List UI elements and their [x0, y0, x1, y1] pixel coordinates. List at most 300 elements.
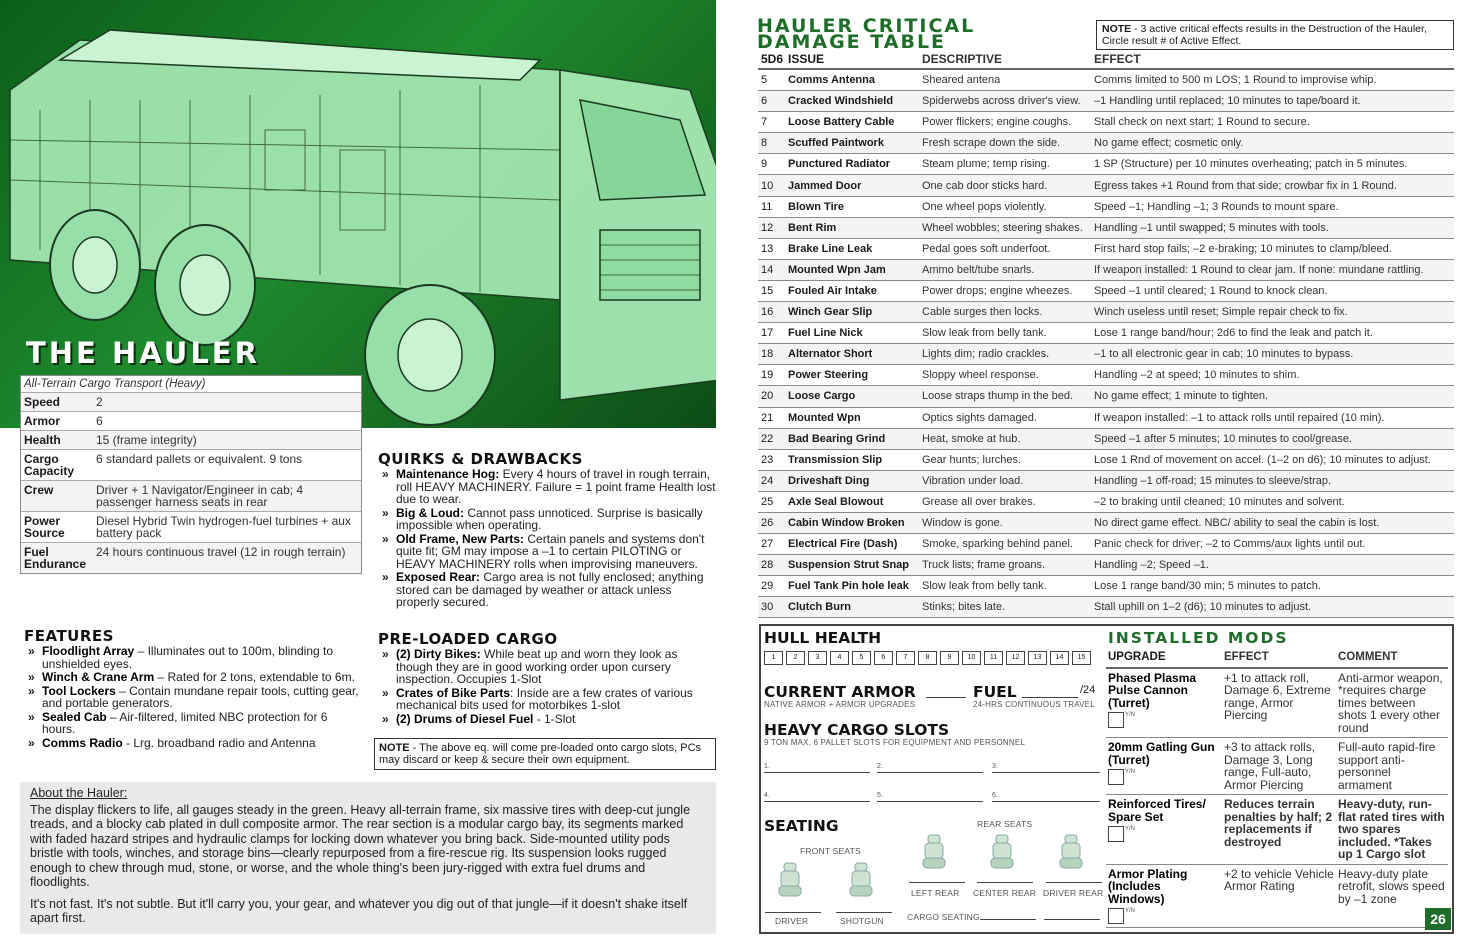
stat-label: Health [24, 433, 61, 447]
cargo-seating-label: CARGO SEATING [907, 912, 980, 922]
roll-cell: 15 [761, 284, 774, 297]
item-name: Maintenance Hog: [396, 467, 500, 481]
effect-cell: –1 Handling until replaced; 10 minutes to tape/board it. [1094, 95, 1361, 108]
table-row [758, 260, 1454, 281]
critical-note [1096, 20, 1454, 50]
roll-cell: 16 [761, 306, 774, 319]
item-text: Cannot pass unnoticed. Surprise is basically impossible when operating. [396, 505, 703, 532]
effect-cell: –2 to braking until cleaned; 10 minutes and solvent. [1094, 495, 1345, 508]
hull-health-box[interactable]: 8 [918, 651, 937, 665]
item-name: Tool Lockers [42, 683, 116, 698]
roll-cell: 11 [761, 200, 773, 213]
current-armor-label: CURRENT ARMOR [764, 683, 916, 701]
mod-comment: Full-auto rapid-fire support anti-personnel armament [1338, 740, 1436, 792]
item-text: – Rated for 2 tons, extendable to 6m. [154, 670, 355, 684]
stat-row [21, 481, 361, 512]
cargo-slot-line[interactable] [877, 801, 983, 802]
descriptive-cell: Fresh scrape down the side. [922, 137, 1061, 150]
effect-cell: Speed –1; Handling –1; 3 Rounds to mount spare. [1094, 200, 1339, 213]
list-item [378, 687, 716, 712]
hull-health-box[interactable]: 7 [896, 651, 915, 665]
effect-cell: If weapon installed: –1 to attack rolls until repaired (10 min). [1094, 411, 1385, 424]
item-text: - Lrg. broadband radio and Antenna [122, 735, 316, 750]
effect-cell: Comms limited to 500 m LOS; 1 Round to improvise whip. [1094, 74, 1377, 87]
features-section [24, 627, 362, 750]
descriptive-cell: One cab door sticks hard. [922, 179, 1048, 192]
hull-health-box[interactable]: 5 [852, 651, 871, 665]
stat-label: Cargo Capacity [24, 452, 75, 478]
stat-row [21, 431, 361, 450]
installed-mods-title: INSTALLED MODS [1108, 629, 1289, 647]
table-header [1106, 650, 1448, 669]
list-item [378, 533, 716, 571]
hull-health-box[interactable]: 14 [1050, 651, 1069, 665]
cargo-slot-line[interactable] [992, 772, 1100, 773]
effect-cell: No game effect; 1 minute to tighten. [1094, 390, 1269, 403]
item-name: (2) Drums of Diesel Fuel [396, 711, 534, 726]
roll-cell: 7 [761, 116, 768, 129]
title-line: HAULER CRITICAL [757, 15, 976, 37]
about-paragraph: The display flickers to life, all gauges steady in the green. Heavy all-terrain frame, six massive tires with deep-cut jungle treads, and a blocky cab plated in dull composite armor. The rear section is a modular cargo bay, its segments marked with faded hazard stripes and hydraulic clamps for locking down whatever you bring back. Side-mounted utility pods bristle with tools, winches, and storage bins—clearly repurposed from a fire-rescue rig. Its suspension looks rugged enough to chew through mud, stone, or worse, and the whole thing's been jury-rigged with extra fuel drums and floodlights. [30, 802, 691, 889]
item-name: Sealed Cab [42, 709, 107, 724]
roll-cell: 22 [761, 432, 774, 445]
hull-health-box[interactable]: 1 [764, 651, 783, 665]
seat-left-rear-icon [921, 834, 947, 870]
mod-name: Armor Plating (Includes Windows) [1108, 866, 1188, 906]
cargo-slot-line[interactable] [877, 772, 983, 773]
effect-cell: Speed –1 until cleared; 1 Round to knock clean. [1094, 284, 1328, 297]
stat-value: 15 (frame integrity) [96, 433, 197, 447]
stat-value: Driver + 1 Navigator/Engineer in cab; 4 passenger harness seats in rear [96, 483, 304, 509]
cargo-seating-line-1[interactable] [980, 919, 1036, 920]
mod-comment: Anti-armor weapon, *requires charge times between shots 1 every other round [1338, 670, 1443, 735]
item-text: – Air-filtered, limited NBC protection for 6 hours. [42, 709, 328, 736]
list-item [378, 571, 716, 609]
seat-driver-icon [777, 862, 803, 898]
issue-cell: Cabin Window Broken [788, 517, 905, 530]
roll-cell: 26 [761, 517, 774, 530]
item-name: (2) Dirty Bikes: [396, 647, 481, 661]
table-row [758, 534, 1454, 555]
descriptive-cell: Gear hunts; lurches. [922, 453, 1022, 466]
features-heading: FEATURES [24, 627, 114, 645]
table-row [758, 302, 1454, 323]
list-item [24, 737, 362, 750]
table-row [758, 218, 1454, 239]
vehicle-subtitle: All-Terrain Cargo Transport (Heavy) [21, 376, 361, 393]
vehicle-title: THE HAULER [26, 336, 260, 370]
stat-row [21, 412, 361, 431]
issue-cell: Loose Cargo [788, 390, 856, 403]
stat-value: Diesel Hybrid Twin hydrogen-fuel turbines + aux battery pack [96, 514, 351, 540]
effect-cell: Stall check on next start; 1 Round to secure. [1094, 116, 1310, 129]
page-number: 26 [1425, 908, 1451, 930]
cargo-slot-number: 6. [992, 792, 999, 799]
issue-cell: Bad Bearing Grind [788, 432, 886, 445]
fuel-label: FUEL [973, 683, 1017, 701]
mod-comment: Heavy-duty, run-flat rated tires with two spares included. *Takes up 1 Cargo slot [1338, 797, 1445, 861]
list-item [378, 507, 716, 532]
item-text: : Inside are a few crates of various mechanical bits used for motorbikes 1-slot [396, 685, 693, 712]
descriptive-cell: Pedal goes soft underfoot. [922, 242, 1051, 255]
hull-health-box[interactable]: 13 [1028, 651, 1047, 665]
mod-upgrade-cell [1108, 741, 1224, 791]
mod-effect: Reduces terrain penalties by half; 2 replacements if destroyed [1224, 797, 1333, 849]
yn-label: Y/N [1125, 908, 1136, 914]
stat-row [21, 512, 361, 543]
left-rear-seat-label: LEFT REAR [911, 888, 960, 898]
item-name: Exposed Rear: [396, 570, 481, 584]
mod-row [1106, 738, 1448, 795]
effect-cell: Handling –1 until swapped; 5 minutes with tools. [1094, 221, 1329, 234]
issue-cell: Transmission Slip [788, 453, 883, 466]
item-text: - 1-Slot [533, 711, 576, 726]
descriptive-cell: Heat, smoke at hub. [922, 432, 1021, 445]
descriptive-cell: Sloppy wheel response. [922, 369, 1039, 382]
descriptive-cell: Truck lists; frame groans. [922, 559, 1046, 572]
table-row [758, 344, 1454, 365]
issue-cell: Jammed Door [788, 179, 862, 192]
table-row [758, 365, 1454, 386]
effect-cell: Handling –1 off-road; 15 minutes to sleeve/strap. [1094, 474, 1332, 487]
critical-table-title [757, 15, 976, 53]
descriptive-cell: One wheel pops violently. [922, 200, 1047, 213]
cargo-slot-number: 1. [764, 763, 771, 770]
descriptive-cell: Slow leak from belly tank. [922, 327, 1047, 340]
table-row [758, 197, 1454, 218]
table-row [758, 576, 1454, 597]
issue-cell: Driveshaft Ding [788, 474, 870, 487]
list-item [24, 711, 362, 736]
issue-cell: Comms Antenna [788, 74, 875, 87]
descriptive-cell: Stinks; bites late. [922, 601, 1006, 614]
descriptive-cell: Smoke, sparking behind panel. [922, 538, 1074, 551]
col-header: EFFECT [1224, 651, 1269, 663]
col-header: 5D6 [761, 52, 784, 66]
stat-label: Fuel Endurance [24, 545, 87, 571]
hull-health-boxes [764, 651, 1091, 665]
hull-health-box[interactable]: 2 [786, 651, 805, 665]
stat-label: Power Source [24, 514, 65, 540]
table-row [758, 471, 1454, 492]
yn-label: Y/N [1125, 769, 1136, 775]
hull-health-box[interactable]: 12 [1006, 651, 1025, 665]
list-item [378, 713, 716, 726]
item-text: – Illuminates out to 100m, blinding to unshielded eyes. [42, 644, 334, 671]
cargo-slot-number: 2. [877, 763, 884, 770]
hull-health-box[interactable]: 10 [962, 651, 981, 665]
effect-cell: Panic check for driver; –2 to Comms/aux lights until out. [1094, 538, 1366, 551]
shotgun-seat-label: SHOTGUN [840, 916, 884, 926]
vehicle-stats-table [20, 375, 362, 574]
cargo-slot-number: 5. [877, 792, 884, 799]
effect-cell: Speed –1 after 5 minutes; 10 minutes to cool/grease. [1094, 432, 1353, 445]
table-row [758, 281, 1454, 302]
issue-cell: Power Steering [788, 369, 869, 382]
item-text: While beat up and worn they look as though they are in good working order upon cursery inspection. Occupies 1-Slot [396, 647, 678, 686]
table-row [758, 323, 1454, 344]
stat-value: 6 standard pallets or equivalent. 9 tons [96, 452, 303, 466]
descriptive-cell: Vibration under load. [922, 474, 1024, 487]
cargo-note [374, 738, 716, 770]
roll-cell: 12 [761, 221, 774, 234]
mod-effect: +3 to attack rolls, Damage 3, Long range, Full-auto, Armor Piercing [1224, 740, 1316, 792]
issue-cell: Cracked Windshield [788, 95, 894, 108]
item-name: Big & Loud: [396, 505, 464, 520]
table-row [758, 408, 1454, 429]
list-item [378, 648, 716, 686]
hull-health-box[interactable]: 9 [940, 651, 959, 665]
seat-shotgun-icon [848, 862, 874, 898]
stat-value: 24 hours continuous travel (12 in rough terrain) [96, 545, 346, 559]
item-name: Comms Radio [42, 735, 123, 750]
cargo-heading: PRE-LOADED CARGO [378, 630, 558, 648]
hull-health-box[interactable]: 11 [984, 651, 1003, 665]
roll-cell: 13 [761, 242, 774, 255]
descriptive-cell: Power drops; engine wheezes. [922, 284, 1073, 297]
issue-cell: Punctured Radiator [788, 158, 891, 171]
about-box [20, 782, 716, 934]
effect-cell: 1 SP (Structure) per 10 minutes overheating; patch in 5 minutes. [1094, 158, 1408, 171]
roll-cell: 18 [761, 348, 774, 361]
mod-upgrade-cell [1108, 672, 1224, 735]
seat-left-rear-line[interactable] [909, 882, 965, 883]
list-item [24, 645, 362, 670]
roll-cell: 14 [761, 263, 774, 276]
fuel-max: /24 [1080, 684, 1096, 696]
mod-row [1106, 865, 1448, 929]
about-title: About the Hauler: [30, 786, 128, 800]
table-header [758, 52, 1454, 70]
effect-cell: Lose 1 range band/hour; 2d6 to find the leak and patch it. [1094, 327, 1373, 340]
seat-driver-rear-icon [1058, 834, 1084, 870]
roll-cell: 30 [761, 601, 774, 614]
cargo-seating-line-2[interactable] [1044, 919, 1100, 920]
stat-label: Speed [24, 395, 61, 409]
mod-upgrade-cell [1108, 868, 1224, 925]
issue-cell: Bent Rim [788, 221, 837, 234]
armor-write-line[interactable] [926, 697, 966, 698]
mod-effect: +1 to attack roll, Damage 6, Extreme range, Armor Piercing [1224, 670, 1331, 722]
mod-row [1106, 669, 1448, 739]
effect-cell: Stall uphill on 1–2 (d6); 10 minutes to adjust. [1094, 601, 1312, 614]
descriptive-cell: Power flickers; engine coughs. [922, 116, 1072, 129]
effect-cell: First hard stop fails; –2 e-braking; 10 minutes to clamp/bleed. [1094, 242, 1392, 255]
issue-cell: Blown Tire [788, 200, 845, 213]
col-header: DESCRIPTIVE [922, 52, 1003, 66]
stat-label: Crew [24, 483, 54, 497]
note-text: - 3 active critical effects results in the Destruction of the Hauler, Circle result # of Active Effect. [1102, 23, 1427, 47]
issue-cell: Loose Battery Cable [788, 116, 895, 129]
roll-cell: 24 [761, 474, 774, 487]
stat-row [21, 543, 361, 573]
roll-cell: 5 [761, 74, 768, 87]
issue-cell: Axle Seal Blowout [788, 495, 884, 508]
fuel-write-line[interactable] [1022, 697, 1078, 698]
table-row [758, 492, 1454, 513]
cargo-slots-sub: 9 TON MAX, 6 PALLET SLOTS FOR EQUIPMENT AND PERSONNEL [764, 738, 1026, 747]
effect-cell: No game effect; cosmetic only. [1094, 137, 1244, 150]
hull-health-box[interactable]: 15 [1072, 651, 1091, 665]
cargo-slots-label: HEAVY CARGO SLOTS [764, 721, 950, 739]
col-header: COMMENT [1338, 651, 1398, 663]
roll-cell: 21 [761, 411, 774, 424]
table-row [758, 133, 1454, 154]
list-item [378, 468, 716, 506]
mod-installed-checkbox[interactable] [1108, 908, 1124, 924]
effect-cell: Winch useless until reset; Simple repair check to fix. [1094, 306, 1348, 319]
table-row [758, 175, 1454, 196]
mod-name: Reinforced Tires/ Spare Set [1108, 797, 1206, 824]
col-header: ISSUE [788, 52, 825, 66]
mod-row [1106, 795, 1448, 865]
issue-cell: Fuel Line Nick [788, 327, 863, 340]
cargo-slot-number: 4. [764, 792, 771, 799]
note-text: - The above eq. will come pre-loaded onto cargo slots, PCs may discard or keep & secure their own equipment. [379, 742, 702, 766]
issue-cell: Mounted Wpn [788, 411, 861, 424]
rear-seats-label: REAR SEATS [977, 819, 1033, 829]
note-label: NOTE [379, 742, 410, 754]
roll-cell: 9 [761, 158, 768, 171]
roll-cell: 6 [761, 95, 768, 108]
issue-cell: Alternator Short [788, 348, 873, 361]
roll-cell: 10 [761, 179, 774, 192]
issue-cell: Electrical Fire (Dash) [788, 538, 898, 551]
item-text: Every 4 hours of travel in rough terrain, roll HEAVY MACHINERY. Failure = 1 point frame Health lost due to wear. [396, 467, 716, 506]
effect-cell: Lose 1 Rnd of movement on accel. (1–2 on d6); 10 minutes to adjust. [1094, 453, 1431, 466]
preloaded-cargo-section [378, 630, 716, 726]
hull-health-label: HULL HEALTH [764, 629, 882, 647]
about-paragraph: It's not fast. It's not subtle. But it'll carry you, your gear, and whatever you dig out of that jungle—if it doesn't shake itself apart first. [30, 896, 688, 925]
descriptive-cell: Spiderwebs across driver's view. [922, 95, 1081, 108]
roll-cell: 28 [761, 559, 774, 572]
table-row [758, 70, 1454, 91]
issue-cell: Suspension Strut Snap [788, 559, 910, 572]
cargo-slot-line[interactable] [764, 801, 870, 802]
roll-cell: 23 [761, 453, 774, 466]
issue-cell: Mounted Wpn Jam [788, 263, 886, 276]
table-row [758, 112, 1454, 133]
note-label: NOTE [1102, 23, 1132, 35]
col-header: EFFECT [1094, 52, 1141, 66]
descriptive-cell: Grease all over brakes. [922, 495, 1036, 508]
stat-row [21, 450, 361, 481]
issue-cell: Fouled Air Intake [788, 284, 877, 297]
seat-center-rear-icon [989, 834, 1015, 870]
seat-driver-line[interactable] [765, 912, 821, 913]
issue-cell: Brake Line Leak [788, 242, 873, 255]
stat-value: 2 [96, 395, 103, 409]
descriptive-cell: Lights dim; radio crackles. [922, 348, 1050, 361]
item-name: Floodlight Array [42, 644, 135, 658]
item-text: – Contain mundane repair tools, cutting gear, and portable generators. [42, 683, 359, 710]
descriptive-cell: Optics sights damaged. [922, 411, 1037, 424]
title-line: DAMAGE TABLE [757, 31, 947, 53]
descriptive-cell: Ammo belt/tube snarls. [922, 263, 1035, 276]
installed-mods-table [1106, 650, 1448, 928]
effect-cell: If weapon installed: 1 Round to clear jam. If none: mundane rattling. [1094, 263, 1424, 276]
hull-health-box[interactable]: 4 [830, 651, 849, 665]
mod-name: 20mm Gatling Gun (Turret) [1108, 740, 1215, 767]
effect-cell: No direct game effect. NBC/ ability to seal the cabin is lost. [1094, 517, 1380, 530]
mod-upgrade-cell [1108, 798, 1224, 861]
mod-name: Phased Plasma Pulse Cannon (Turret) [1108, 670, 1197, 710]
issue-cell: Clutch Burn [788, 601, 851, 614]
col-header: UPGRADE [1108, 651, 1166, 663]
effect-cell: Handling –2; Speed –1. [1094, 559, 1209, 572]
item-text: Cargo area is not fully enclosed; anything stored can be damaged by weather or attack unless properly secured. [396, 570, 704, 609]
descriptive-cell: Cable surges then locks. [922, 306, 1043, 319]
descriptive-cell: Sheared antena [922, 74, 1001, 87]
center-rear-seat-label: CENTER REAR [973, 888, 1037, 898]
table-row [758, 386, 1454, 407]
list-item [24, 685, 362, 710]
seat-shotgun-line[interactable] [836, 912, 892, 913]
item-text: Certain panels and systems don't quite fit; GM may impose a –1 to certain PILOTING or HEAVY MACHINERY rolls when improvising maneuvers. [396, 531, 705, 571]
table-row [758, 429, 1454, 450]
driver-seat-label: DRIVER [775, 916, 809, 926]
table-row [758, 513, 1454, 534]
mod-comment: Heavy-duty plate retrofit, slows speed by –1 zone [1338, 866, 1445, 906]
seating-label: SEATING [764, 817, 839, 835]
cargo-slot-line[interactable] [764, 772, 870, 773]
stat-label: Armor [24, 414, 61, 428]
roll-cell: 8 [761, 137, 768, 150]
roll-cell: 29 [761, 580, 774, 593]
mod-installed-checkbox[interactable] [1108, 826, 1124, 842]
armor-sub: NATIVE ARMOR + ARMOR UPGRADES [764, 700, 916, 709]
table-row [758, 555, 1454, 576]
issue-cell: Fuel Tank Pin hole leak [788, 580, 909, 593]
table-row [758, 450, 1454, 471]
mod-installed-checkbox[interactable] [1108, 712, 1124, 728]
seat-center-rear-line[interactable] [977, 882, 1033, 883]
effect-cell: Egress takes +1 Round from that side; crowbar fix in 1 Round. [1094, 179, 1397, 192]
issue-cell: Winch Gear Slip [788, 306, 873, 319]
seat-driver-rear-line[interactable] [1046, 882, 1102, 883]
yn-label: Y/N [1125, 826, 1136, 832]
hull-health-box[interactable]: 3 [808, 651, 827, 665]
roll-cell: 17 [761, 327, 774, 340]
item-name: Winch & Crane Arm [42, 670, 155, 684]
mod-effect: +2 to vehicle Vehicle Armor Rating [1224, 866, 1334, 893]
issue-cell: Scuffed Paintwork [788, 137, 884, 150]
cargo-slot-line[interactable] [992, 801, 1100, 802]
effect-cell: Lose 1 range band/30 min; 5 minutes to patch. [1094, 580, 1321, 593]
table-row [758, 239, 1454, 260]
quirks-heading: QUIRKS & DRAWBACKS [378, 450, 583, 468]
descriptive-cell: Wheel wobbles; steering shakes. [922, 221, 1083, 234]
item-name: Old Frame, New Parts: [396, 531, 525, 546]
list-item [24, 671, 362, 684]
table-row [758, 597, 1454, 618]
descriptive-cell: Window is gone. [922, 517, 1003, 530]
descriptive-cell: Loose straps thump in the bed. [922, 390, 1074, 403]
driver-rear-seat-label: DRIVER REAR [1043, 888, 1104, 898]
hull-health-box[interactable]: 6 [874, 651, 893, 665]
front-seats-label: FRONT SEATS [800, 846, 861, 856]
stat-row [21, 393, 361, 412]
roll-cell: 27 [761, 538, 774, 551]
roll-cell: 20 [761, 390, 774, 403]
mod-installed-checkbox[interactable] [1108, 769, 1124, 785]
effect-cell: –1 to all electronic gear in cab; 10 minutes to bypass. [1094, 348, 1354, 361]
table-row [758, 91, 1454, 112]
item-name: Crates of Bike Parts [396, 685, 511, 700]
descriptive-cell: Slow leak from belly tank. [922, 580, 1047, 593]
stat-value: 6 [96, 414, 103, 428]
descriptive-cell: Steam plume; temp rising. [922, 158, 1050, 171]
